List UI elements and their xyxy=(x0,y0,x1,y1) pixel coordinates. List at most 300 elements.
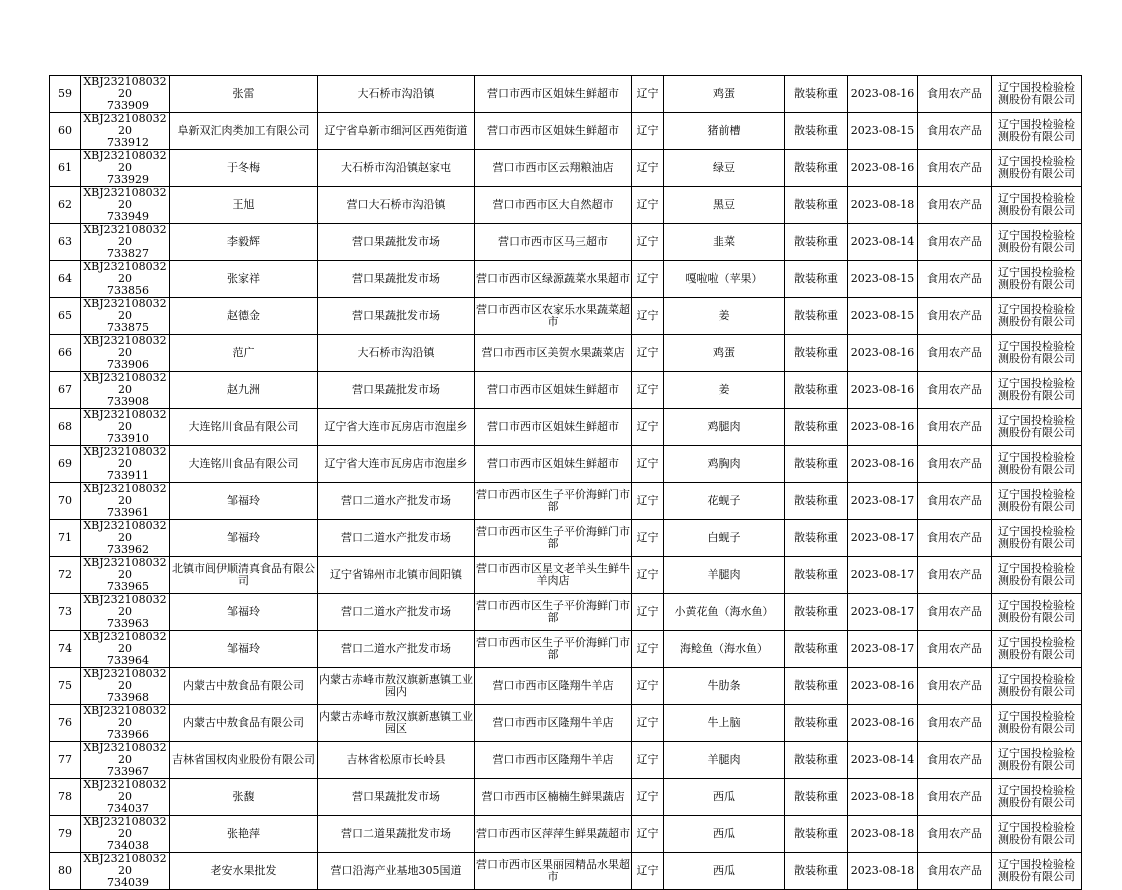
cell-row-number: 66 xyxy=(50,335,81,372)
cell-row-number: 74 xyxy=(50,631,81,668)
table-row xyxy=(50,446,1082,483)
cell-row-number: 60 xyxy=(50,113,81,150)
table-row xyxy=(50,779,1082,816)
cell-province: 辽宁 xyxy=(632,853,664,890)
cell-specification: 散装称重 xyxy=(785,557,848,594)
cell-seller-name: 营口市西市区星文老羊头生鲜牛羊肉店 xyxy=(475,557,632,594)
sample-code-line-1: XBJ23210803220 xyxy=(83,371,167,396)
cell-testing-organization: 辽宁国投检验检测股份有限公司 xyxy=(992,261,1082,298)
cell-row-number: 77 xyxy=(50,742,81,779)
cell-food-category: 食用农产品 xyxy=(918,150,992,187)
cell-sample-code xyxy=(81,446,170,483)
cell-producer-name: 内蒙古中敖食品有限公司 xyxy=(170,668,318,705)
table-row xyxy=(50,113,1082,150)
cell-food-name: 鸡腿肉 xyxy=(664,409,785,446)
cell-province: 辽宁 xyxy=(632,261,664,298)
cell-production-date: 2023-08-16 xyxy=(848,668,918,705)
cell-food-name: 白蚬子 xyxy=(664,520,785,557)
cell-seller-name: 营口市西市区大自然超市 xyxy=(475,187,632,224)
cell-producer-name: 王旭 xyxy=(170,187,318,224)
cell-food-name: 鸡蛋 xyxy=(664,335,785,372)
cell-testing-organization: 辽宁国投检验检测股份有限公司 xyxy=(992,150,1082,187)
table-row xyxy=(50,705,1082,742)
sample-code-line-1: XBJ23210803220 xyxy=(83,445,167,470)
cell-testing-organization: 辽宁国投检验检测股份有限公司 xyxy=(992,520,1082,557)
cell-sample-code xyxy=(81,853,170,890)
sample-code-line-1: XBJ23210803220 xyxy=(83,223,167,248)
cell-row-number: 78 xyxy=(50,779,81,816)
cell-producer-address: 大石桥市沟沿镇 xyxy=(318,76,475,113)
sample-code-line-2: 734039 xyxy=(107,876,149,889)
cell-producer-address: 辽宁省锦州市北镇市闾阳镇 xyxy=(318,557,475,594)
cell-province: 辽宁 xyxy=(632,816,664,853)
cell-testing-organization: 辽宁国投检验检测股份有限公司 xyxy=(992,187,1082,224)
cell-province: 辽宁 xyxy=(632,372,664,409)
cell-seller-name: 营口市西市区楠楠生鲜果蔬店 xyxy=(475,779,632,816)
cell-specification: 散装称重 xyxy=(785,261,848,298)
cell-food-category: 食用农产品 xyxy=(918,187,992,224)
cell-food-name: 绿豆 xyxy=(664,150,785,187)
cell-food-category: 食用农产品 xyxy=(918,409,992,446)
sample-code-line-1: XBJ23210803220 xyxy=(83,704,167,729)
cell-testing-organization: 辽宁国投检验检测股份有限公司 xyxy=(992,631,1082,668)
table-row xyxy=(50,816,1082,853)
cell-testing-organization: 辽宁国投检验检测股份有限公司 xyxy=(992,557,1082,594)
cell-sample-code xyxy=(81,261,170,298)
cell-row-number: 70 xyxy=(50,483,81,520)
cell-producer-name: 吉林省国权肉业股份有限公司 xyxy=(170,742,318,779)
cell-row-number: 67 xyxy=(50,372,81,409)
cell-seller-name: 营口市西市区隆翔牛羊店 xyxy=(475,742,632,779)
cell-seller-name: 营口市西市区生子平价海鲜门市部 xyxy=(475,483,632,520)
cell-sample-code xyxy=(81,409,170,446)
cell-food-category: 食用农产品 xyxy=(918,372,992,409)
cell-producer-address: 营口果蔬批发市场 xyxy=(318,372,475,409)
cell-testing-organization: 辽宁国投检验检测股份有限公司 xyxy=(992,372,1082,409)
cell-production-date: 2023-08-16 xyxy=(848,372,918,409)
cell-producer-name: 张雷 xyxy=(170,76,318,113)
cell-food-name: 羊腿肉 xyxy=(664,557,785,594)
cell-producer-address: 营口沿海产业基地305国道 xyxy=(318,853,475,890)
cell-sample-code xyxy=(81,816,170,853)
cell-producer-name: 大连铭川食品有限公司 xyxy=(170,409,318,446)
cell-food-name: 西瓜 xyxy=(664,853,785,890)
cell-producer-name: 老安水果批发 xyxy=(170,853,318,890)
cell-food-name: 花蚬子 xyxy=(664,483,785,520)
cell-food-category: 食用农产品 xyxy=(918,520,992,557)
table-row xyxy=(50,668,1082,705)
cell-production-date: 2023-08-16 xyxy=(848,76,918,113)
sample-code-line-1: XBJ23210803220 xyxy=(83,186,167,211)
cell-production-date: 2023-08-17 xyxy=(848,631,918,668)
cell-testing-organization: 辽宁国投检验检测股份有限公司 xyxy=(992,594,1082,631)
cell-province: 辽宁 xyxy=(632,483,664,520)
table-row xyxy=(50,483,1082,520)
cell-testing-organization: 辽宁国投检验检测股份有限公司 xyxy=(992,113,1082,150)
cell-row-number: 79 xyxy=(50,816,81,853)
cell-producer-address: 营口果蔬批发市场 xyxy=(318,261,475,298)
cell-production-date: 2023-08-16 xyxy=(848,705,918,742)
cell-province: 辽宁 xyxy=(632,668,664,705)
cell-seller-name: 营口市西市区隆翔牛羊店 xyxy=(475,668,632,705)
cell-testing-organization: 辽宁国投检验检测股份有限公司 xyxy=(992,409,1082,446)
cell-seller-name: 营口市西市区隆翔牛羊店 xyxy=(475,705,632,742)
cell-sample-code xyxy=(81,779,170,816)
cell-production-date: 2023-08-16 xyxy=(848,150,918,187)
cell-testing-organization: 辽宁国投检验检测股份有限公司 xyxy=(992,853,1082,890)
cell-sample-code xyxy=(81,483,170,520)
cell-food-category: 食用农产品 xyxy=(918,853,992,890)
cell-production-date: 2023-08-16 xyxy=(848,446,918,483)
cell-province: 辽宁 xyxy=(632,224,664,261)
cell-row-number: 71 xyxy=(50,520,81,557)
cell-production-date: 2023-08-18 xyxy=(848,853,918,890)
cell-producer-address: 大石桥市沟沿镇 xyxy=(318,335,475,372)
cell-sample-code xyxy=(81,631,170,668)
cell-province: 辽宁 xyxy=(632,76,664,113)
sample-code-line-1: XBJ23210803220 xyxy=(83,741,167,766)
cell-food-category: 食用农产品 xyxy=(918,224,992,261)
cell-producer-address: 营口果蔬批发市场 xyxy=(318,298,475,335)
cell-province: 辽宁 xyxy=(632,705,664,742)
sample-code-line-2: 733912 xyxy=(107,136,149,149)
cell-seller-name: 营口市西市区美贺水果蔬菜店 xyxy=(475,335,632,372)
cell-producer-address: 营口果蔬批发市场 xyxy=(318,224,475,261)
table-row xyxy=(50,187,1082,224)
cell-producer-address: 内蒙古赤峰市敖汉旗新惠镇工业园内 xyxy=(318,668,475,705)
cell-specification: 散装称重 xyxy=(785,594,848,631)
cell-sample-code xyxy=(81,668,170,705)
cell-food-category: 食用农产品 xyxy=(918,113,992,150)
cell-province: 辽宁 xyxy=(632,520,664,557)
cell-production-date: 2023-08-17 xyxy=(848,483,918,520)
cell-producer-name: 赵九洲 xyxy=(170,372,318,409)
cell-producer-name: 大连铭川食品有限公司 xyxy=(170,446,318,483)
cell-production-date: 2023-08-18 xyxy=(848,187,918,224)
cell-testing-organization: 辽宁国投检验检测股份有限公司 xyxy=(992,76,1082,113)
sample-code-line-1: XBJ23210803220 xyxy=(83,334,167,359)
sample-code-line-2: 733964 xyxy=(107,654,149,667)
cell-seller-name: 营口市西市区萍萍生鲜果蔬超市 xyxy=(475,816,632,853)
cell-food-name: 牛上脑 xyxy=(664,705,785,742)
cell-food-name: 韭菜 xyxy=(664,224,785,261)
sample-code-line-2: 734038 xyxy=(107,839,149,852)
table-row xyxy=(50,261,1082,298)
cell-sample-code xyxy=(81,742,170,779)
cell-producer-address: 营口二道果蔬批发市场 xyxy=(318,816,475,853)
table-row xyxy=(50,150,1082,187)
cell-row-number: 68 xyxy=(50,409,81,446)
table-row xyxy=(50,520,1082,557)
cell-testing-organization: 辽宁国投检验检测股份有限公司 xyxy=(992,816,1082,853)
cell-food-name: 羊腿肉 xyxy=(664,742,785,779)
sample-code-line-1: XBJ23210803220 xyxy=(83,482,167,507)
cell-specification: 散装称重 xyxy=(785,446,848,483)
cell-producer-address: 营口果蔬批发市场 xyxy=(318,779,475,816)
table-row xyxy=(50,224,1082,261)
cell-province: 辽宁 xyxy=(632,779,664,816)
cell-producer-name: 邹福玲 xyxy=(170,631,318,668)
cell-producer-address: 辽宁省大连市瓦房店市泡崖乡 xyxy=(318,446,475,483)
cell-specification: 散装称重 xyxy=(785,779,848,816)
cell-seller-name: 营口市西市区姐妹生鲜超市 xyxy=(475,372,632,409)
cell-production-date: 2023-08-17 xyxy=(848,557,918,594)
table-row xyxy=(50,298,1082,335)
cell-sample-code xyxy=(81,594,170,631)
cell-row-number: 65 xyxy=(50,298,81,335)
cell-sample-code xyxy=(81,150,170,187)
sample-code-line-1: XBJ23210803220 xyxy=(83,593,167,618)
sample-code-line-2: 733929 xyxy=(107,173,149,186)
cell-row-number: 64 xyxy=(50,261,81,298)
cell-seller-name: 营口市西市区生子平价海鲜门市部 xyxy=(475,594,632,631)
cell-food-category: 食用农产品 xyxy=(918,779,992,816)
cell-row-number: 61 xyxy=(50,150,81,187)
cell-row-number: 59 xyxy=(50,76,81,113)
cell-seller-name: 营口市西市区果丽园精品水果超市 xyxy=(475,853,632,890)
cell-specification: 散装称重 xyxy=(785,816,848,853)
cell-food-name: 鸡蛋 xyxy=(664,76,785,113)
sample-code-line-1: XBJ23210803220 xyxy=(83,519,167,544)
cell-food-category: 食用农产品 xyxy=(918,742,992,779)
table-row xyxy=(50,594,1082,631)
cell-producer-address: 辽宁省阜新市细河区西苑街道 xyxy=(318,113,475,150)
cell-production-date: 2023-08-15 xyxy=(848,261,918,298)
cell-food-category: 食用农产品 xyxy=(918,594,992,631)
cell-specification: 散装称重 xyxy=(785,705,848,742)
cell-row-number: 72 xyxy=(50,557,81,594)
cell-producer-address: 营口大石桥市沟沿镇 xyxy=(318,187,475,224)
cell-sample-code xyxy=(81,113,170,150)
cell-food-category: 食用农产品 xyxy=(918,446,992,483)
cell-production-date: 2023-08-16 xyxy=(848,409,918,446)
cell-production-date: 2023-08-15 xyxy=(848,298,918,335)
cell-row-number: 63 xyxy=(50,224,81,261)
cell-producer-address: 吉林省松原市长岭县 xyxy=(318,742,475,779)
cell-province: 辽宁 xyxy=(632,631,664,668)
cell-food-name: 西瓜 xyxy=(664,816,785,853)
cell-production-date: 2023-08-14 xyxy=(848,742,918,779)
cell-seller-name: 营口市西市区云翔粮油店 xyxy=(475,150,632,187)
cell-testing-organization: 辽宁国投检验检测股份有限公司 xyxy=(992,483,1082,520)
cell-province: 辽宁 xyxy=(632,446,664,483)
sample-code-line-2: 733911 xyxy=(107,469,149,482)
sample-code-line-2: 733906 xyxy=(107,358,149,371)
cell-row-number: 69 xyxy=(50,446,81,483)
cell-producer-address: 营口二道水产批发市场 xyxy=(318,594,475,631)
cell-food-name: 姜 xyxy=(664,372,785,409)
sample-code-line-1: XBJ23210803220 xyxy=(83,149,167,174)
cell-sample-code xyxy=(81,705,170,742)
sample-code-line-2: 733875 xyxy=(107,321,149,334)
cell-production-date: 2023-08-18 xyxy=(848,779,918,816)
cell-specification: 散装称重 xyxy=(785,187,848,224)
cell-food-category: 食用农产品 xyxy=(918,631,992,668)
cell-producer-name: 张家祥 xyxy=(170,261,318,298)
sample-code-line-2: 733949 xyxy=(107,210,149,223)
sample-code-line-1: XBJ23210803220 xyxy=(83,852,167,877)
cell-testing-organization: 辽宁国投检验检测股份有限公司 xyxy=(992,668,1082,705)
sample-code-line-2: 733910 xyxy=(107,432,149,445)
sample-code-line-2: 733961 xyxy=(107,506,149,519)
cell-province: 辽宁 xyxy=(632,298,664,335)
cell-row-number: 80 xyxy=(50,853,81,890)
cell-testing-organization: 辽宁国投检验检测股份有限公司 xyxy=(992,298,1082,335)
cell-row-number: 62 xyxy=(50,187,81,224)
cell-food-category: 食用农产品 xyxy=(918,816,992,853)
cell-specification: 散装称重 xyxy=(785,372,848,409)
cell-sample-code xyxy=(81,372,170,409)
cell-producer-address: 大石桥市沟沿镇赵家屯 xyxy=(318,150,475,187)
cell-seller-name: 营口市西市区姐妹生鲜超市 xyxy=(475,446,632,483)
cell-production-date: 2023-08-17 xyxy=(848,594,918,631)
sample-code-line-2: 733962 xyxy=(107,543,149,556)
table-row xyxy=(50,409,1082,446)
cell-producer-address: 内蒙古赤峰市敖汉旗新惠镇工业园区 xyxy=(318,705,475,742)
sample-code-line-1: XBJ23210803220 xyxy=(83,408,167,433)
table-body xyxy=(50,76,1082,890)
sample-code-line-1: XBJ23210803220 xyxy=(83,778,167,803)
cell-seller-name: 营口市西市区农家乐水果蔬菜超市 xyxy=(475,298,632,335)
sample-code-line-2: 733827 xyxy=(107,247,149,260)
cell-province: 辽宁 xyxy=(632,594,664,631)
sample-code-line-2: 733909 xyxy=(107,99,149,112)
cell-testing-organization: 辽宁国投检验检测股份有限公司 xyxy=(992,742,1082,779)
sample-code-line-2: 733856 xyxy=(107,284,149,297)
cell-specification: 散装称重 xyxy=(785,520,848,557)
cell-seller-name: 营口市西市区生子平价海鲜门市部 xyxy=(475,631,632,668)
table-row xyxy=(50,557,1082,594)
sample-code-line-1: XBJ23210803220 xyxy=(83,815,167,840)
cell-row-number: 75 xyxy=(50,668,81,705)
cell-province: 辽宁 xyxy=(632,150,664,187)
cell-seller-name: 营口市西市区马三超市 xyxy=(475,224,632,261)
cell-testing-organization: 辽宁国投检验检测股份有限公司 xyxy=(992,705,1082,742)
cell-food-name: 黑豆 xyxy=(664,187,785,224)
sample-code-line-1: XBJ23210803220 xyxy=(83,260,167,285)
cell-seller-name: 营口市西市区姐妹生鲜超市 xyxy=(475,409,632,446)
cell-sample-code xyxy=(81,187,170,224)
table-row xyxy=(50,631,1082,668)
sample-code-line-2: 733908 xyxy=(107,395,149,408)
cell-producer-name: 于冬梅 xyxy=(170,150,318,187)
cell-specification: 散装称重 xyxy=(785,853,848,890)
cell-row-number: 76 xyxy=(50,705,81,742)
cell-producer-name: 阜新双汇肉类加工有限公司 xyxy=(170,113,318,150)
sample-code-line-2: 733968 xyxy=(107,691,149,704)
cell-province: 辽宁 xyxy=(632,335,664,372)
cell-specification: 散装称重 xyxy=(785,742,848,779)
table-row xyxy=(50,742,1082,779)
cell-food-category: 食用农产品 xyxy=(918,705,992,742)
cell-food-category: 食用农产品 xyxy=(918,483,992,520)
cell-food-category: 食用农产品 xyxy=(918,298,992,335)
cell-producer-name: 赵德金 xyxy=(170,298,318,335)
cell-production-date: 2023-08-18 xyxy=(848,816,918,853)
cell-specification: 散装称重 xyxy=(785,483,848,520)
cell-seller-name: 营口市西市区绿源蔬菜水果超市 xyxy=(475,261,632,298)
cell-producer-address: 营口二道水产批发市场 xyxy=(318,483,475,520)
cell-specification: 散装称重 xyxy=(785,668,848,705)
cell-food-name: 鸡胸肉 xyxy=(664,446,785,483)
sample-code-line-1: XBJ23210803220 xyxy=(83,630,167,655)
table-row xyxy=(50,372,1082,409)
cell-seller-name: 营口市西市区姐妹生鲜超市 xyxy=(475,76,632,113)
cell-specification: 散装称重 xyxy=(785,224,848,261)
cell-food-category: 食用农产品 xyxy=(918,335,992,372)
cell-producer-name: 邹福玲 xyxy=(170,483,318,520)
cell-province: 辽宁 xyxy=(632,187,664,224)
cell-producer-name: 内蒙古中敖食品有限公司 xyxy=(170,705,318,742)
cell-production-date: 2023-08-16 xyxy=(848,335,918,372)
cell-producer-address: 营口二道水产批发市场 xyxy=(318,520,475,557)
cell-specification: 散装称重 xyxy=(785,335,848,372)
sample-code-line-2: 733966 xyxy=(107,728,149,741)
cell-specification: 散装称重 xyxy=(785,113,848,150)
cell-specification: 散装称重 xyxy=(785,409,848,446)
sample-code-line-1: XBJ23210803220 xyxy=(83,556,167,581)
cell-producer-address: 辽宁省大连市瓦房店市泡崖乡 xyxy=(318,409,475,446)
sample-code-line-1: XBJ23210803220 xyxy=(83,667,167,692)
cell-producer-name: 北镇市闾伊顺清真食品有限公司 xyxy=(170,557,318,594)
cell-testing-organization: 辽宁国投检验检测股份有限公司 xyxy=(992,224,1082,261)
cell-seller-name: 营口市西市区姐妹生鲜超市 xyxy=(475,113,632,150)
cell-food-name: 姜 xyxy=(664,298,785,335)
cell-food-name: 牛肋条 xyxy=(664,668,785,705)
cell-province: 辽宁 xyxy=(632,742,664,779)
cell-food-name: 小黄花鱼（海水鱼） xyxy=(664,594,785,631)
cell-food-category: 食用农产品 xyxy=(918,668,992,705)
cell-producer-name: 范广 xyxy=(170,335,318,372)
cell-sample-code xyxy=(81,557,170,594)
cell-testing-organization: 辽宁国投检验检测股份有限公司 xyxy=(992,779,1082,816)
sample-code-line-1: XBJ23210803220 xyxy=(83,75,167,100)
cell-production-date: 2023-08-14 xyxy=(848,224,918,261)
cell-food-category: 食用农产品 xyxy=(918,76,992,113)
cell-producer-name: 邹福玲 xyxy=(170,520,318,557)
sampling-results-table xyxy=(49,75,1082,890)
cell-food-name: 嘎啦啦（苹果） xyxy=(664,261,785,298)
cell-specification: 散装称重 xyxy=(785,76,848,113)
cell-province: 辽宁 xyxy=(632,409,664,446)
cell-food-name: 海鲶鱼（海水鱼） xyxy=(664,631,785,668)
cell-food-category: 食用农产品 xyxy=(918,261,992,298)
cell-sample-code xyxy=(81,76,170,113)
cell-food-name: 西瓜 xyxy=(664,779,785,816)
cell-seller-name: 营口市西市区生子平价海鲜门市部 xyxy=(475,520,632,557)
cell-food-category: 食用农产品 xyxy=(918,557,992,594)
cell-province: 辽宁 xyxy=(632,113,664,150)
sample-code-line-2: 733967 xyxy=(107,765,149,778)
sample-code-line-2: 734037 xyxy=(107,802,149,815)
table-row xyxy=(50,853,1082,890)
cell-testing-organization: 辽宁国投检验检测股份有限公司 xyxy=(992,335,1082,372)
sample-code-line-1: XBJ23210803220 xyxy=(83,112,167,137)
cell-testing-organization: 辽宁国投检验检测股份有限公司 xyxy=(992,446,1082,483)
cell-specification: 散装称重 xyxy=(785,150,848,187)
cell-producer-address: 营口二道水产批发市场 xyxy=(318,631,475,668)
cell-row-number: 73 xyxy=(50,594,81,631)
cell-production-date: 2023-08-15 xyxy=(848,113,918,150)
sample-code-line-2: 733963 xyxy=(107,617,149,630)
cell-specification: 散装称重 xyxy=(785,298,848,335)
cell-producer-name: 张艳萍 xyxy=(170,816,318,853)
cell-sample-code xyxy=(81,298,170,335)
cell-producer-name: 张馥 xyxy=(170,779,318,816)
cell-producer-name: 邹福玲 xyxy=(170,594,318,631)
cell-province: 辽宁 xyxy=(632,557,664,594)
sample-code-line-2: 733965 xyxy=(107,580,149,593)
